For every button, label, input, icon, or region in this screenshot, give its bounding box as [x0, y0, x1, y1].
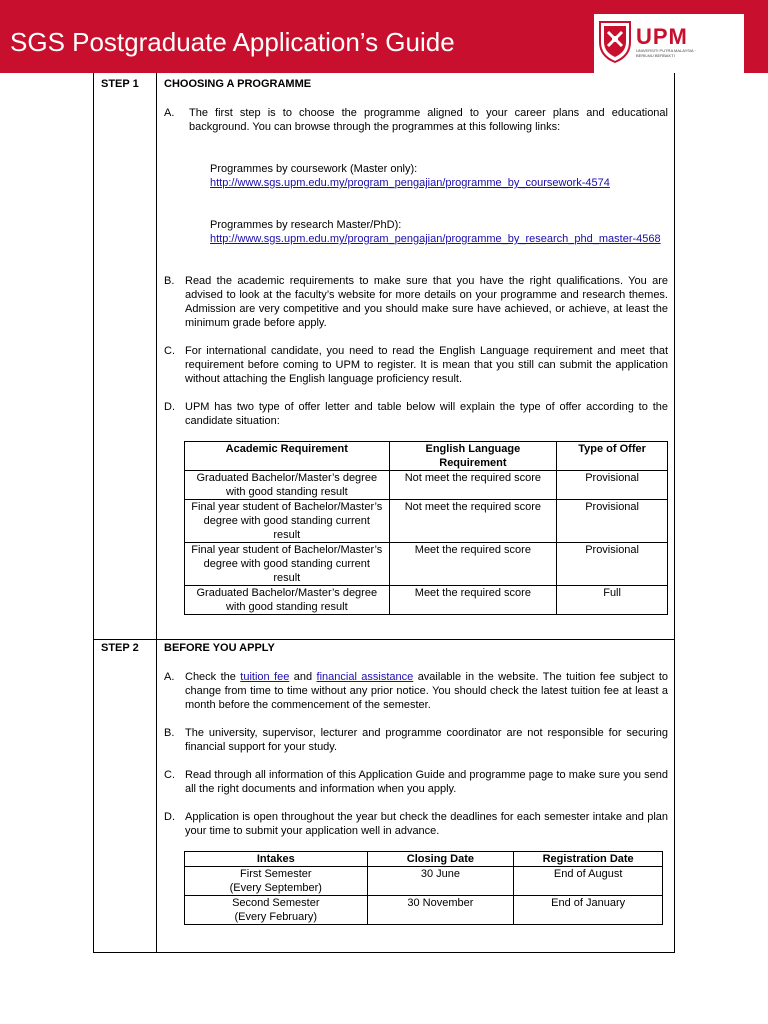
- step2-item-b: [164, 726, 668, 754]
- step2-heading: BEFORE YOU APPLY: [164, 642, 275, 654]
- item-text: UPM has two type of offer letter and table below will explain the type of offer according to the candidate situation:: [185, 401, 668, 427]
- item-text: The first step is to choose the programme aligned to your career plans and educational background. You can browse through the programmes at this following links:: [189, 107, 668, 133]
- research-link-label: Programmes by research Master/PhD):: [210, 219, 402, 231]
- intake-table: [184, 851, 663, 925]
- table-row: [185, 471, 668, 500]
- item-letter: C.: [164, 769, 175, 781]
- table-cell: 30 June: [367, 867, 514, 896]
- offer-header-academic: Academic Requirement: [185, 442, 390, 471]
- table-row: [185, 586, 668, 615]
- table-cell: End of August: [514, 867, 663, 896]
- item-text: For international candidate, you need to read the English Language requirement and meet that requirement before coming to UPM to register. It is mean that you still can submit the application without attaching the English language proficiency result.: [185, 345, 668, 385]
- step1-heading: CHOOSING A PROGRAMME: [164, 78, 312, 90]
- coursework-link-block: [210, 162, 670, 190]
- offer-header-english: English Language Requirement: [389, 442, 557, 471]
- item-text: The university, supervisor, lecturer and programme coordinator are not responsible for securing financial support for your study.: [185, 727, 668, 753]
- table-cell: End of January: [514, 896, 663, 925]
- step2-label: STEP 2: [101, 642, 139, 654]
- intake-header-closing: Closing Date: [367, 852, 514, 867]
- table-row: [185, 500, 668, 543]
- item-letter: B.: [164, 275, 175, 287]
- financial-assistance-link[interactable]: financial assistance: [316, 671, 414, 683]
- intake-period: (Every September): [229, 882, 322, 894]
- table-cell: Provisional: [557, 543, 668, 586]
- table-cell: Not meet the required score: [389, 500, 557, 543]
- table-cell: Full: [557, 586, 668, 615]
- step1-label: STEP 1: [101, 78, 139, 90]
- table-cell: Meet the required score: [389, 586, 557, 615]
- table-cell: [185, 896, 368, 925]
- table-cell: Meet the required score: [389, 543, 557, 586]
- tuition-fee-link[interactable]: tuition fee: [240, 671, 290, 683]
- step2-item-d: [164, 810, 668, 838]
- step1-item-d: [164, 400, 668, 428]
- table-cell: 30 November: [367, 896, 514, 925]
- offer-type-table: [184, 441, 668, 615]
- intake-header-intakes: Intakes: [185, 852, 368, 867]
- table-cell: Provisional: [557, 471, 668, 500]
- offer-header-type: Type of Offer: [557, 442, 668, 471]
- research-link-block: [210, 218, 670, 246]
- item-text: [185, 670, 668, 712]
- item-text: Application is open throughout the year but check the deadlines for each semester intake and plan your time to submit your application well in advance.: [185, 811, 668, 837]
- upm-logo: [594, 14, 744, 73]
- intake-name: Second Semester: [232, 897, 320, 909]
- item-text: Read the academic requirements to make sure that you have the right qualifications. You are advised to look at the faculty’s website for more details on your programme and research themes. Admission are very competitive and you should make sure have achieved, or achieve, at least the minimum grade before apply.: [185, 275, 668, 329]
- step2-item-a: [164, 670, 668, 712]
- table-cell: Final year student of Bachelor/Master’s degree with good standing current result: [185, 500, 390, 543]
- text-segment: Check the: [185, 671, 241, 683]
- table-cell: Graduated Bachelor/Master’s degree with good standing result: [185, 586, 390, 615]
- table-cell: Not meet the required score: [389, 471, 557, 500]
- table-cell: Final year student of Bachelor/Master’s degree with good standing current result: [185, 543, 390, 586]
- intake-period: (Every February): [234, 911, 318, 923]
- page-header: [0, 0, 768, 73]
- item-letter: A.: [164, 671, 175, 683]
- table-cell: [185, 867, 368, 896]
- text-segment: available in the website. The tuition fee subject to change from time to time without any prior notice. You should check the latest tuition fee at least a month before the commencement of the semester.: [185, 671, 669, 711]
- upm-logo-subtext: UNIVERSITI PUTRA MALAYSIA · BERILMU BERBAKTI: [636, 48, 696, 58]
- row-divider: [93, 639, 675, 640]
- upm-crest-icon: [598, 20, 632, 64]
- item-letter: D.: [164, 811, 175, 823]
- upm-logo-text: UPM: [636, 24, 688, 49]
- research-link[interactable]: http://www.sgs.upm.edu.my/program_pengajian/programme_by_research_phd_master-4568: [210, 233, 661, 245]
- table-row: [185, 543, 668, 586]
- table-row: [185, 896, 663, 925]
- item-letter: C.: [164, 345, 175, 357]
- text-segment: and: [289, 671, 317, 683]
- step1-item-b: [164, 274, 668, 330]
- coursework-link-label: Programmes by coursework (Master only):: [210, 163, 418, 175]
- item-text: Read through all information of this Application Guide and programme page to make sure you send all the right documents and information when you apply.: [185, 769, 668, 795]
- item-letter: A.: [164, 107, 175, 119]
- step2-item-c: [164, 768, 668, 796]
- table-row: [185, 867, 663, 896]
- intake-header-registration: Registration Date: [514, 852, 663, 867]
- item-letter: D.: [164, 401, 175, 413]
- intake-name: First Semester: [240, 868, 312, 880]
- table-cell: Provisional: [557, 500, 668, 543]
- column-divider: [156, 73, 157, 953]
- coursework-link[interactable]: http://www.sgs.upm.edu.my/program_pengajian/programme_by_coursework-4574: [210, 177, 610, 189]
- page-title: SGS Postgraduate Application’s Guide: [10, 27, 455, 57]
- step1-item-c: [164, 344, 668, 386]
- item-letter: B.: [164, 727, 175, 739]
- table-cell: Graduated Bachelor/Master’s degree with good standing result: [185, 471, 390, 500]
- step1-item-a: [164, 106, 668, 134]
